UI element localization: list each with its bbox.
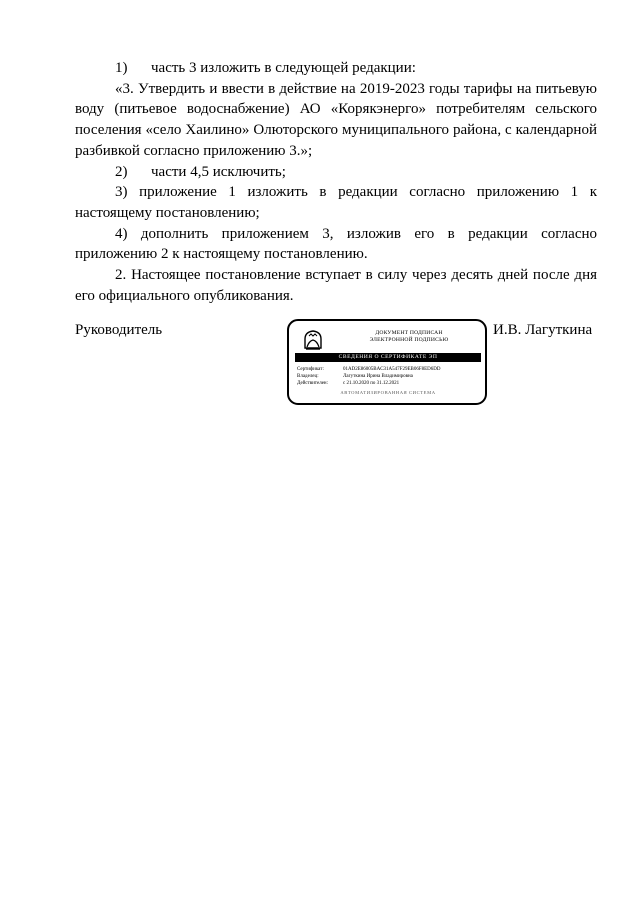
amendment-item-3: 3) приложение 1 изложить в редакции согласно приложению 1 к настоящему постановлению; [75,184,597,221]
item-number: 2) [115,163,128,180]
stamp-header [339,330,479,344]
certificate-value: 01AD2E86005BAC31A547F29EB06F8ED6DD [343,367,441,372]
signatory-name: И.В. Лагуткина [493,322,593,338]
item-number: 1) [115,60,128,76]
certificate-key: Сертификат: [297,367,324,372]
amendment-item-1 [75,58,597,79]
certificate-details [297,366,481,387]
stamp-footer: АВТОМАТИЗИРОВАННАЯ СИСТЕМА [340,390,436,395]
amendment-item-2 [75,162,597,183]
certificate-info-bar: СВЕДЕНИЯ О СЕРТИФИКАТЕ ЭП [295,353,481,362]
coat-of-arms-icon [301,328,325,352]
owner-value: Лагуткина Ирина Владимировна [343,374,413,379]
stamp-header-line-1: ДОКУМЕНТ ПОДПИСАН [375,330,443,336]
effective-date-paragraph: 2. Настоящее постановление вступает в силу через десять дней после дня его официального опубликования. [75,267,597,304]
document-body [75,58,597,306]
signatory-role: Руководитель [75,322,163,338]
owner-key: Владелец: [297,374,319,379]
owner-row [297,373,481,380]
stamp-header-line-2: ЭЛЕКТРОННОЙ ПОДПИСЬЮ [369,337,449,343]
electronic-signature-stamp [287,319,487,405]
validity-value: с 21.10.2020 по 31.12.2021 [343,381,400,386]
item-text: части 4,5 исключить; [151,163,286,180]
validity-row [297,380,481,387]
item-text: часть 3 изложить в следующей редакции: [151,60,416,76]
amendment-item-4: 4) дополнить приложением 3, изложив его в редакции согласно приложению 2 к настоящему постановлению. [75,225,597,263]
validity-key: Действителен: [297,381,328,386]
certificate-row [297,366,481,373]
quoted-amendment-paragraph: «3. Утвердить и ввести в действие на 2019-2023 годы тарифы на питьевую воду (питьевое водоснабжение) АО «Корякэнерго» потребителям сельского поселения «село Хаилино» Олюторского муниципального района, с календарной разбивкой согласно приложению 3.»; [75,80,597,159]
